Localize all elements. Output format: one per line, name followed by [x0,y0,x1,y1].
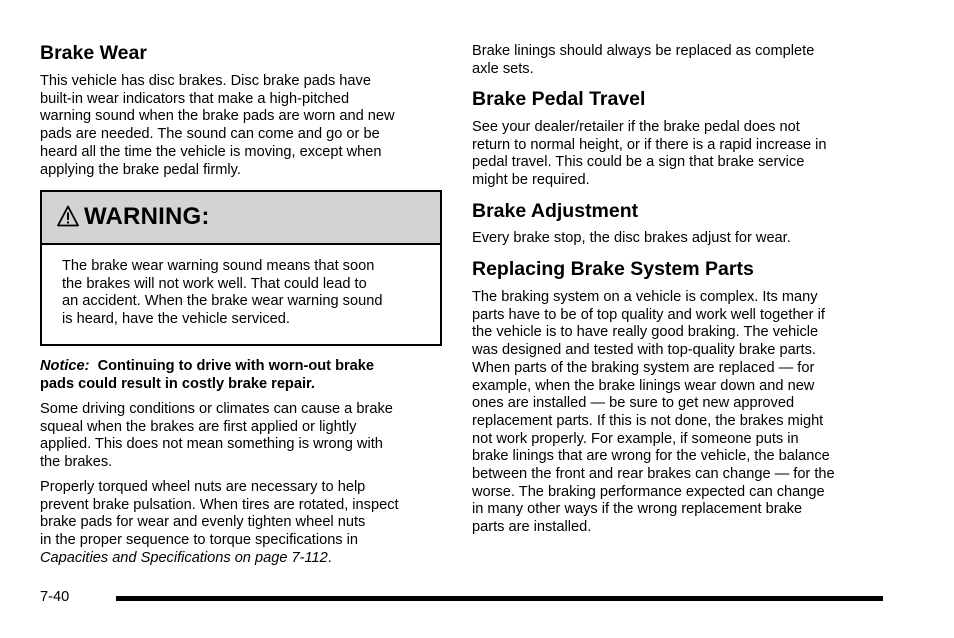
brake-wear-text: This vehicle has disc brakes. Disc brake pads have built-in wear indicators that make a high-pitched warning sound when the brake pads are worn and new pads are needed. The sound can come and go or be heard all the time the vehicle is moving, except when applying the brake pedal firmly. [40,73,395,178]
brake-adjustment-text: Every brake stop, the disc brakes adjust for wear. [472,230,791,246]
capacities-reference: Capacities and Specifications on page 7-112 [40,549,328,566]
notice-paragraph: Notice: Continuing to drive with worn-out brake pads could result in costly brake repair. [40,358,375,392]
wheel-nut-text: Properly torqued wheel nuts are necessary to help prevent brake pulsation. When tires are rotated, inspect brake pads for wear and evenly tighten wheel nuts in the proper sequence to torque specifications in Capacities and Specifications on page 7-112. [40,479,399,566]
brake-pedal-travel-heading: Brake Pedal Travel [472,88,646,110]
brake-pedal-travel-text: See your dealer/retailer if the brake pedal does not return to normal height, or if there is a rapid increase in pedal travel. This could be a sign that brake service might be required. [472,119,827,189]
replacing-parts-heading: Replacing Brake System Parts [472,258,754,280]
linings-text: Brake linings should always be replaced as complete axle sets. [472,43,815,77]
warning-title: WARNING: [84,203,210,230]
replacing-parts-text: The braking system on a vehicle is complex. Its many parts have to be of top quality and work well together if the vehicle is to have really good braking. The vehicle was designed and tested with top-quality brake parts. When parts of the braking system are replaced — for example, when the brake linings wear down and new ones are installed — be sure to get new approved replacement parts. If this is not done, the brakes might not work properly. For example, if someone puts in brake linings that are wrong for the vehicle, the balance between the front and rear brakes can change — for the worse. The braking performance expected can change in many other ways if the wrong replacement brake parts are installed. [472,289,835,536]
brake-wear-heading: Brake Wear [40,42,147,64]
page-number: 7-40 [40,589,70,605]
warning-box [40,190,442,346]
warning-triangle-icon [57,205,79,227]
footer-rule [116,596,883,601]
warning-text: The brake wear warning sound means that soon the brakes will not work well. That could lead to an accident. When the brake wear warning sound is heard, have the vehicle serviced. [62,258,383,328]
notice-label: Notice: [40,358,90,374]
brake-adjustment-heading: Brake Adjustment [472,200,639,222]
warning-header [42,192,440,245]
brake-squeal-text: Some driving conditions or climates can cause a brake squeal when the brakes are first applied or lightly applied. This does not mean something is wrong with the brakes. [40,401,393,471]
